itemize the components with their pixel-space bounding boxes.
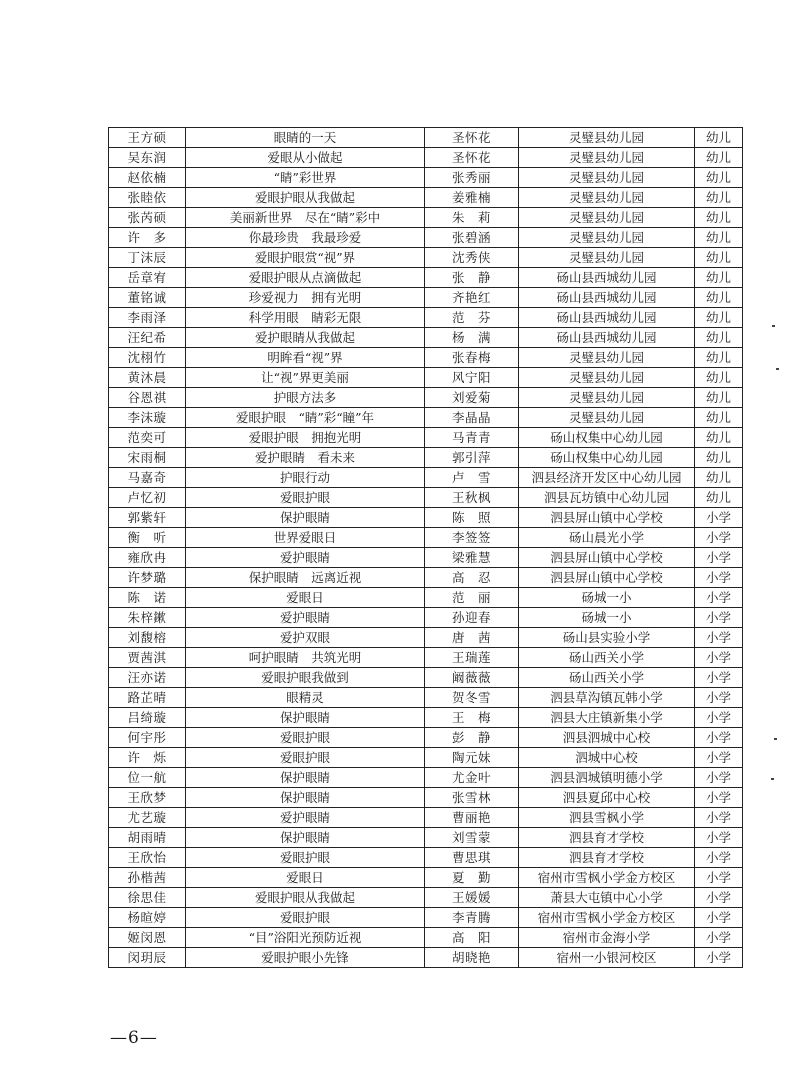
student-name-cell: 路芷晴 <box>109 688 186 708</box>
table-row <box>109 928 743 948</box>
group-level-cell: 小学 <box>695 868 743 888</box>
student-name-cell: 吕绮璇 <box>109 708 186 728</box>
group-level-cell: 幼儿 <box>695 428 743 448</box>
work-title-cell: 保护眼睛 远离近视 <box>186 568 425 588</box>
group-level-cell: 小学 <box>695 548 743 568</box>
student-name-cell: 杨暄婷 <box>109 908 186 928</box>
school-name-cell: 泗县大庄镇新集小学 <box>519 708 695 728</box>
teacher-name-cell: 曹思琪 <box>425 848 519 868</box>
award-roster-table <box>108 127 743 968</box>
work-title-cell: 爱眼护眼 拥抱光明 <box>186 428 425 448</box>
work-title-cell: 让“视”界更美丽 <box>186 368 425 388</box>
table-row <box>109 308 743 328</box>
work-title-cell: 呵护眼睛 共筑光明 <box>186 648 425 668</box>
school-name-cell: 灵璧县幼儿园 <box>519 408 695 428</box>
table-row <box>109 548 743 568</box>
teacher-name-cell: 王 梅 <box>425 708 519 728</box>
teacher-name-cell: 郭引萍 <box>425 448 519 468</box>
group-level-cell: 幼儿 <box>695 368 743 388</box>
work-title-cell: 明眸看“视”界 <box>186 348 425 368</box>
work-title-cell: 爱眼从小做起 <box>186 148 425 168</box>
work-title-cell: 爱眼护眼 <box>186 488 425 508</box>
student-name-cell: 衡 听 <box>109 528 186 548</box>
table-row <box>109 628 743 648</box>
school-name-cell: 泗县屏山镇中心学校 <box>519 568 695 588</box>
student-name-cell: 谷恩祺 <box>109 388 186 408</box>
work-title-cell: 眼精灵 <box>186 688 425 708</box>
teacher-name-cell: 刘爱菊 <box>425 388 519 408</box>
group-level-cell: 幼儿 <box>695 448 743 468</box>
group-level-cell: 小学 <box>695 528 743 548</box>
table-row <box>109 768 743 788</box>
group-level-cell: 幼儿 <box>695 308 743 328</box>
work-title-cell: “目”浴阳光预防近视 <box>186 928 425 948</box>
table-row <box>109 428 743 448</box>
school-name-cell: 宿州市金海小学 <box>519 928 695 948</box>
student-name-cell: 姬闵恩 <box>109 928 186 948</box>
work-title-cell: 爱眼护眼从我做起 <box>186 888 425 908</box>
school-name-cell: 宿州市雪枫小学金方校区 <box>519 868 695 888</box>
student-name-cell: 许 烁 <box>109 748 186 768</box>
student-name-cell: 吴东润 <box>109 148 186 168</box>
work-title-cell: 爱眼护眼 “睛”彩“瞳”年 <box>186 408 425 428</box>
school-name-cell: 萧县大屯镇中心小学 <box>519 888 695 908</box>
teacher-name-cell: 刘雪蒙 <box>425 828 519 848</box>
work-title-cell: 爱护眼睛 <box>186 808 425 828</box>
table-row <box>109 708 743 728</box>
table-row <box>109 128 743 148</box>
roster-body <box>109 128 743 968</box>
group-level-cell: 幼儿 <box>695 288 743 308</box>
table-row <box>109 948 743 968</box>
school-name-cell: 砀城一小 <box>519 588 695 608</box>
page-number: —6— <box>110 1028 158 1048</box>
school-name-cell: 泗县经济开发区中心幼儿园 <box>519 468 695 488</box>
teacher-name-cell: 曹丽艳 <box>425 808 519 828</box>
teacher-name-cell: 王秋枫 <box>425 488 519 508</box>
work-title-cell: 珍爱视力 拥有光明 <box>186 288 425 308</box>
work-title-cell: 美丽新世界 尽在“睛”彩中 <box>186 208 425 228</box>
table-row <box>109 568 743 588</box>
school-name-cell: 灵璧县幼儿园 <box>519 208 695 228</box>
table-row <box>109 728 743 748</box>
school-name-cell: 泗县屏山镇中心学校 <box>519 508 695 528</box>
work-title-cell: “睛”彩世界 <box>186 168 425 188</box>
table-row <box>109 168 743 188</box>
teacher-name-cell: 齐艳红 <box>425 288 519 308</box>
school-name-cell: 砀城一小 <box>519 608 695 628</box>
table-row <box>109 528 743 548</box>
teacher-name-cell: 张雪林 <box>425 788 519 808</box>
group-level-cell: 幼儿 <box>695 328 743 348</box>
group-level-cell: 小学 <box>695 688 743 708</box>
student-name-cell: 位一航 <box>109 768 186 788</box>
school-name-cell: 砀山县西城幼儿园 <box>519 328 695 348</box>
group-level-cell: 小学 <box>695 668 743 688</box>
school-name-cell: 砀山县西城幼儿园 <box>519 288 695 308</box>
scan-speck <box>772 325 775 327</box>
group-level-cell: 幼儿 <box>695 488 743 508</box>
teacher-name-cell: 张秀丽 <box>425 168 519 188</box>
work-title-cell: 科学用眼 睛彩无限 <box>186 308 425 328</box>
table-row <box>109 388 743 408</box>
school-name-cell: 泗县屏山镇中心学校 <box>519 548 695 568</box>
group-level-cell: 幼儿 <box>695 188 743 208</box>
student-name-cell: 卢忆初 <box>109 488 186 508</box>
work-title-cell: 保护眼睛 <box>186 708 425 728</box>
student-name-cell: 王方硕 <box>109 128 186 148</box>
student-name-cell: 何宇彤 <box>109 728 186 748</box>
work-title-cell: 保护眼睛 <box>186 508 425 528</box>
table-row <box>109 508 743 528</box>
teacher-name-cell: 卢 雪 <box>425 468 519 488</box>
student-name-cell: 沈栩竹 <box>109 348 186 368</box>
school-name-cell: 砀山权集中心幼儿园 <box>519 428 695 448</box>
teacher-name-cell: 胡晓艳 <box>425 948 519 968</box>
table-row <box>109 408 743 428</box>
group-level-cell: 小学 <box>695 848 743 868</box>
teacher-name-cell: 张碧涵 <box>425 228 519 248</box>
teacher-name-cell: 范 芬 <box>425 308 519 328</box>
teacher-name-cell: 王瑞莲 <box>425 648 519 668</box>
group-level-cell: 幼儿 <box>695 248 743 268</box>
work-title-cell: 爱护双眼 <box>186 628 425 648</box>
teacher-name-cell: 彭 静 <box>425 728 519 748</box>
teacher-name-cell: 范 丽 <box>425 588 519 608</box>
school-name-cell: 灵璧县幼儿园 <box>519 148 695 168</box>
table-row <box>109 788 743 808</box>
school-name-cell: 泗县泗城中心校 <box>519 728 695 748</box>
student-name-cell: 宋雨桐 <box>109 448 186 468</box>
group-level-cell: 幼儿 <box>695 208 743 228</box>
work-title-cell: 护眼方法多 <box>186 388 425 408</box>
student-name-cell: 黄沐晨 <box>109 368 186 388</box>
table-row <box>109 268 743 288</box>
group-level-cell: 幼儿 <box>695 468 743 488</box>
work-title-cell: 保护眼睛 <box>186 828 425 848</box>
teacher-name-cell: 阚薇薇 <box>425 668 519 688</box>
table-row <box>109 588 743 608</box>
school-name-cell: 泗县草沟镇瓦韩小学 <box>519 688 695 708</box>
teacher-name-cell: 夏 勤 <box>425 868 519 888</box>
student-name-cell: 王欣怡 <box>109 848 186 868</box>
student-name-cell: 孙楷茜 <box>109 868 186 888</box>
table-row <box>109 848 743 868</box>
group-level-cell: 小学 <box>695 828 743 848</box>
student-name-cell: 郭紫轩 <box>109 508 186 528</box>
student-name-cell: 许梦璐 <box>109 568 186 588</box>
work-title-cell: 爱眼护眼 <box>186 848 425 868</box>
school-name-cell: 砀山晨光小学 <box>519 528 695 548</box>
table-row <box>109 288 743 308</box>
group-level-cell: 小学 <box>695 728 743 748</box>
student-name-cell: 李沫璇 <box>109 408 186 428</box>
school-name-cell: 灵璧县幼儿园 <box>519 128 695 148</box>
school-name-cell: 砀山西关小学 <box>519 648 695 668</box>
student-name-cell: 范奕可 <box>109 428 186 448</box>
group-level-cell: 幼儿 <box>695 348 743 368</box>
work-title-cell: 爱眼日 <box>186 588 425 608</box>
school-name-cell: 宿州市雪枫小学金方校区 <box>519 908 695 928</box>
student-name-cell: 汪纪希 <box>109 328 186 348</box>
teacher-name-cell: 贺冬雪 <box>425 688 519 708</box>
student-name-cell: 闵玥辰 <box>109 948 186 968</box>
student-name-cell: 尤艺璇 <box>109 808 186 828</box>
student-name-cell: 岳章宥 <box>109 268 186 288</box>
student-name-cell: 徐思佳 <box>109 888 186 908</box>
teacher-name-cell: 张春梅 <box>425 348 519 368</box>
school-name-cell: 灵璧县幼儿园 <box>519 168 695 188</box>
student-name-cell: 马嘉奇 <box>109 468 186 488</box>
work-title-cell: 爱眼护眼我做到 <box>186 668 425 688</box>
table-row <box>109 148 743 168</box>
work-title-cell: 爱护眼睛 <box>186 608 425 628</box>
teacher-name-cell: 风宁阳 <box>425 368 519 388</box>
work-title-cell: 保护眼睛 <box>186 788 425 808</box>
student-name-cell: 张芮硕 <box>109 208 186 228</box>
group-level-cell: 小学 <box>695 928 743 948</box>
group-level-cell: 幼儿 <box>695 228 743 248</box>
school-name-cell: 砀山县西城幼儿园 <box>519 308 695 328</box>
table-row <box>109 188 743 208</box>
group-level-cell: 小学 <box>695 628 743 648</box>
school-name-cell: 泗县雪枫小学 <box>519 808 695 828</box>
group-level-cell: 幼儿 <box>695 128 743 148</box>
table-row <box>109 888 743 908</box>
work-title-cell: 爱护眼睛从我做起 <box>186 328 425 348</box>
teacher-name-cell: 陶元妹 <box>425 748 519 768</box>
school-name-cell: 泗城中心校 <box>519 748 695 768</box>
group-level-cell: 幼儿 <box>695 148 743 168</box>
school-name-cell: 泗县夏邱中心校 <box>519 788 695 808</box>
table-row <box>109 348 743 368</box>
group-level-cell: 幼儿 <box>695 388 743 408</box>
work-title-cell: 爱眼护眼 <box>186 728 425 748</box>
group-level-cell: 小学 <box>695 808 743 828</box>
group-level-cell: 小学 <box>695 608 743 628</box>
school-name-cell: 砀山县西城幼儿园 <box>519 268 695 288</box>
table-row <box>109 868 743 888</box>
work-title-cell: 眼睛的一天 <box>186 128 425 148</box>
table-row <box>109 248 743 268</box>
teacher-name-cell: 李青腾 <box>425 908 519 928</box>
student-name-cell: 李雨泽 <box>109 308 186 328</box>
table-row <box>109 488 743 508</box>
work-title-cell: 爱眼护眼赏“视”界 <box>186 248 425 268</box>
work-title-cell: 爱眼护眼小先锋 <box>186 948 425 968</box>
school-name-cell: 砀山西关小学 <box>519 668 695 688</box>
teacher-name-cell: 梁雅慧 <box>425 548 519 568</box>
student-name-cell: 雍欣冉 <box>109 548 186 568</box>
school-name-cell: 泗县育才学校 <box>519 828 695 848</box>
school-name-cell: 泗县瓦坊镇中心幼儿园 <box>519 488 695 508</box>
scan-speck <box>776 368 779 370</box>
student-name-cell: 丁沫辰 <box>109 248 186 268</box>
work-title-cell: 爱眼护眼从点滴做起 <box>186 268 425 288</box>
work-title-cell: 爱眼日 <box>186 868 425 888</box>
table-row <box>109 828 743 848</box>
teacher-name-cell: 马青青 <box>425 428 519 448</box>
teacher-name-cell: 李晶晶 <box>425 408 519 428</box>
table-row <box>109 448 743 468</box>
student-name-cell: 赵依楠 <box>109 168 186 188</box>
teacher-name-cell: 姜雅楠 <box>425 188 519 208</box>
student-name-cell: 董铭诚 <box>109 288 186 308</box>
group-level-cell: 幼儿 <box>695 408 743 428</box>
student-name-cell: 刘馥榕 <box>109 628 186 648</box>
work-title-cell: 护眼行动 <box>186 468 425 488</box>
group-level-cell: 幼儿 <box>695 268 743 288</box>
group-level-cell: 幼儿 <box>695 168 743 188</box>
work-title-cell: 你最珍贵 我最珍爱 <box>186 228 425 248</box>
school-name-cell: 泗县育才学校 <box>519 848 695 868</box>
group-level-cell: 小学 <box>695 568 743 588</box>
table-row <box>109 748 743 768</box>
student-name-cell: 汪亦诺 <box>109 668 186 688</box>
group-level-cell: 小学 <box>695 908 743 928</box>
student-name-cell: 胡雨晴 <box>109 828 186 848</box>
teacher-name-cell: 尤金叶 <box>425 768 519 788</box>
table-row <box>109 328 743 348</box>
school-name-cell: 灵璧县幼儿园 <box>519 188 695 208</box>
teacher-name-cell: 张 静 <box>425 268 519 288</box>
teacher-name-cell: 杨 满 <box>425 328 519 348</box>
group-level-cell: 小学 <box>695 768 743 788</box>
school-name-cell: 宿州一小银河校区 <box>519 948 695 968</box>
scan-speck <box>771 778 774 780</box>
student-name-cell: 贾茜淇 <box>109 648 186 668</box>
student-name-cell: 张睦依 <box>109 188 186 208</box>
teacher-name-cell: 圣怀花 <box>425 128 519 148</box>
student-name-cell: 陈 诺 <box>109 588 186 608</box>
table-row <box>109 208 743 228</box>
work-title-cell: 爱护眼睛 看未来 <box>186 448 425 468</box>
table-row <box>109 908 743 928</box>
group-level-cell: 小学 <box>695 508 743 528</box>
group-level-cell: 小学 <box>695 948 743 968</box>
table-row <box>109 228 743 248</box>
work-title-cell: 保护眼睛 <box>186 768 425 788</box>
teacher-name-cell: 高 忍 <box>425 568 519 588</box>
teacher-name-cell: 孙迎春 <box>425 608 519 628</box>
school-name-cell: 砀山权集中心幼儿园 <box>519 448 695 468</box>
work-title-cell: 爱护眼睛 <box>186 548 425 568</box>
school-name-cell: 灵璧县幼儿园 <box>519 348 695 368</box>
teacher-name-cell: 高 阳 <box>425 928 519 948</box>
table-row <box>109 668 743 688</box>
table-row <box>109 468 743 488</box>
table-row <box>109 648 743 668</box>
school-name-cell: 砀山县实验小学 <box>519 628 695 648</box>
teacher-name-cell: 唐 茜 <box>425 628 519 648</box>
student-name-cell: 朱梓鏉 <box>109 608 186 628</box>
group-level-cell: 小学 <box>695 708 743 728</box>
student-name-cell: 王欣梦 <box>109 788 186 808</box>
teacher-name-cell: 沈秀侠 <box>425 248 519 268</box>
work-title-cell: 爱眼护眼 <box>186 748 425 768</box>
group-level-cell: 小学 <box>695 788 743 808</box>
work-title-cell: 爱眼护眼 <box>186 908 425 928</box>
teacher-name-cell: 王媛媛 <box>425 888 519 908</box>
table-row <box>109 368 743 388</box>
school-name-cell: 灵璧县幼儿园 <box>519 388 695 408</box>
group-level-cell: 小学 <box>695 748 743 768</box>
work-title-cell: 世界爱眼日 <box>186 528 425 548</box>
table-row <box>109 608 743 628</box>
student-name-cell: 许 多 <box>109 228 186 248</box>
group-level-cell: 小学 <box>695 588 743 608</box>
group-level-cell: 小学 <box>695 648 743 668</box>
school-name-cell: 灵璧县幼儿园 <box>519 368 695 388</box>
teacher-name-cell: 圣怀花 <box>425 148 519 168</box>
work-title-cell: 爱眼护眼从我做起 <box>186 188 425 208</box>
school-name-cell: 泗县泗城镇明德小学 <box>519 768 695 788</box>
teacher-name-cell: 陈 照 <box>425 508 519 528</box>
school-name-cell: 灵璧县幼儿园 <box>519 248 695 268</box>
table-row <box>109 808 743 828</box>
teacher-name-cell: 朱 莉 <box>425 208 519 228</box>
table-row <box>109 688 743 708</box>
school-name-cell: 灵璧县幼儿园 <box>519 228 695 248</box>
scan-speck <box>774 738 777 740</box>
group-level-cell: 小学 <box>695 888 743 908</box>
teacher-name-cell: 李签签 <box>425 528 519 548</box>
